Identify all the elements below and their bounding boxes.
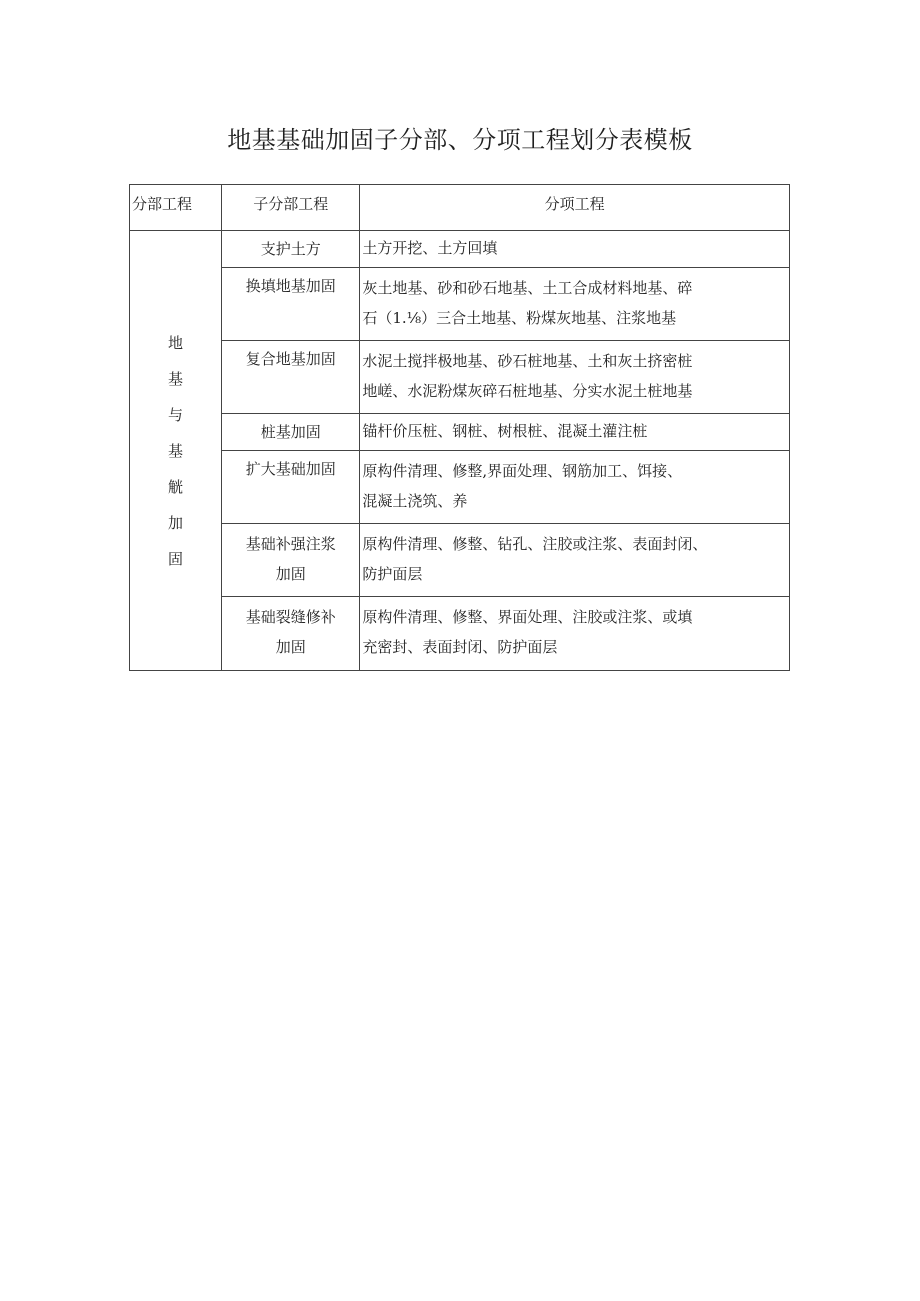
header-item-division: 分项工程 (360, 185, 790, 231)
table-row (130, 451, 790, 524)
item-division-text: 充密封、表面封闭、防护面层 (362, 638, 558, 656)
sub-division-label: 基础裂缝修补 (245, 608, 336, 626)
sub-division-label: 换填地基加固 (245, 277, 336, 295)
table-row (130, 414, 790, 451)
item-division-cell (360, 524, 790, 597)
main-division-label (130, 325, 221, 577)
main-division-char: 固 (168, 549, 184, 568)
item-division-cell (360, 231, 790, 268)
item-division-text: 混凝土浇筑、养 (362, 492, 468, 510)
item-division-text: 原构件清理、修整、钻孔、注胶或注浆、表面封闭、 (362, 535, 708, 553)
table-row (130, 524, 790, 597)
sub-division-cell (222, 597, 360, 671)
item-division-cell (360, 597, 790, 671)
item-division-cell (360, 414, 790, 451)
division-table (129, 184, 790, 671)
table-row (130, 231, 790, 268)
item-division-text: 原构件清理、修整,界面处理、钢筋加工、饵接、 (362, 462, 683, 480)
header-sub-division: 子分部工程 (222, 185, 360, 231)
sub-division-label: 加固 (275, 638, 306, 656)
main-division-char: 与 (168, 405, 184, 424)
sub-division-cell (222, 341, 360, 414)
sub-division-label: 扩大基础加固 (245, 460, 336, 478)
main-division-char: 觥 (168, 477, 184, 496)
main-division-char: 加 (168, 513, 184, 532)
table-header-row (130, 185, 790, 231)
table-row (130, 268, 790, 341)
sub-division-label: 加固 (275, 565, 306, 583)
item-division-text: 土方开挖、土方回填 (362, 239, 498, 257)
item-division-cell (360, 451, 790, 524)
sub-division-label: 基础补强注浆 (245, 535, 336, 553)
sub-division-label: 桩基加固 (260, 423, 321, 441)
sub-division-label: 支护土方 (260, 240, 321, 258)
table-row (130, 597, 790, 671)
sub-division-cell (222, 451, 360, 524)
main-division-cell (130, 231, 222, 671)
sub-division-cell (222, 231, 360, 268)
item-division-cell (360, 268, 790, 341)
table-row (130, 341, 790, 414)
item-division-cell (360, 341, 790, 414)
sub-division-cell (222, 524, 360, 597)
header-main-division: 分部工程 (130, 185, 222, 231)
item-division-text: 地嵯、水泥粉煤灰碎石桩地基、分实水泥土桩地基 (362, 382, 693, 400)
item-division-text: 防护面层 (362, 565, 423, 583)
item-division-text: 水泥土搅拌极地基、砂石桩地基、土和灰土挤密桩 (362, 352, 693, 370)
main-division-char: 地 (168, 333, 184, 352)
item-division-text: 石（1.⅛）三合土地基、粉煤灰地基、注浆地基 (362, 309, 677, 327)
item-division-text: 灰土地基、砂和砂石地基、土工合成材料地基、碎 (362, 279, 693, 297)
main-division-char: 基 (168, 441, 184, 460)
sub-division-cell (222, 268, 360, 341)
main-division-char: 基 (168, 369, 184, 388)
item-division-text: 锚杆价压桩、钢桩、树根桩、混凝土灌注桩 (362, 422, 648, 440)
item-division-text: 原构件清理、修整、界面处理、注胶或注浆、或填 (362, 608, 693, 626)
sub-division-label: 复合地基加固 (245, 350, 336, 368)
sub-division-cell (222, 414, 360, 451)
page-title: 地基基础加固子分部、分项工程划分表模板 (227, 126, 693, 154)
